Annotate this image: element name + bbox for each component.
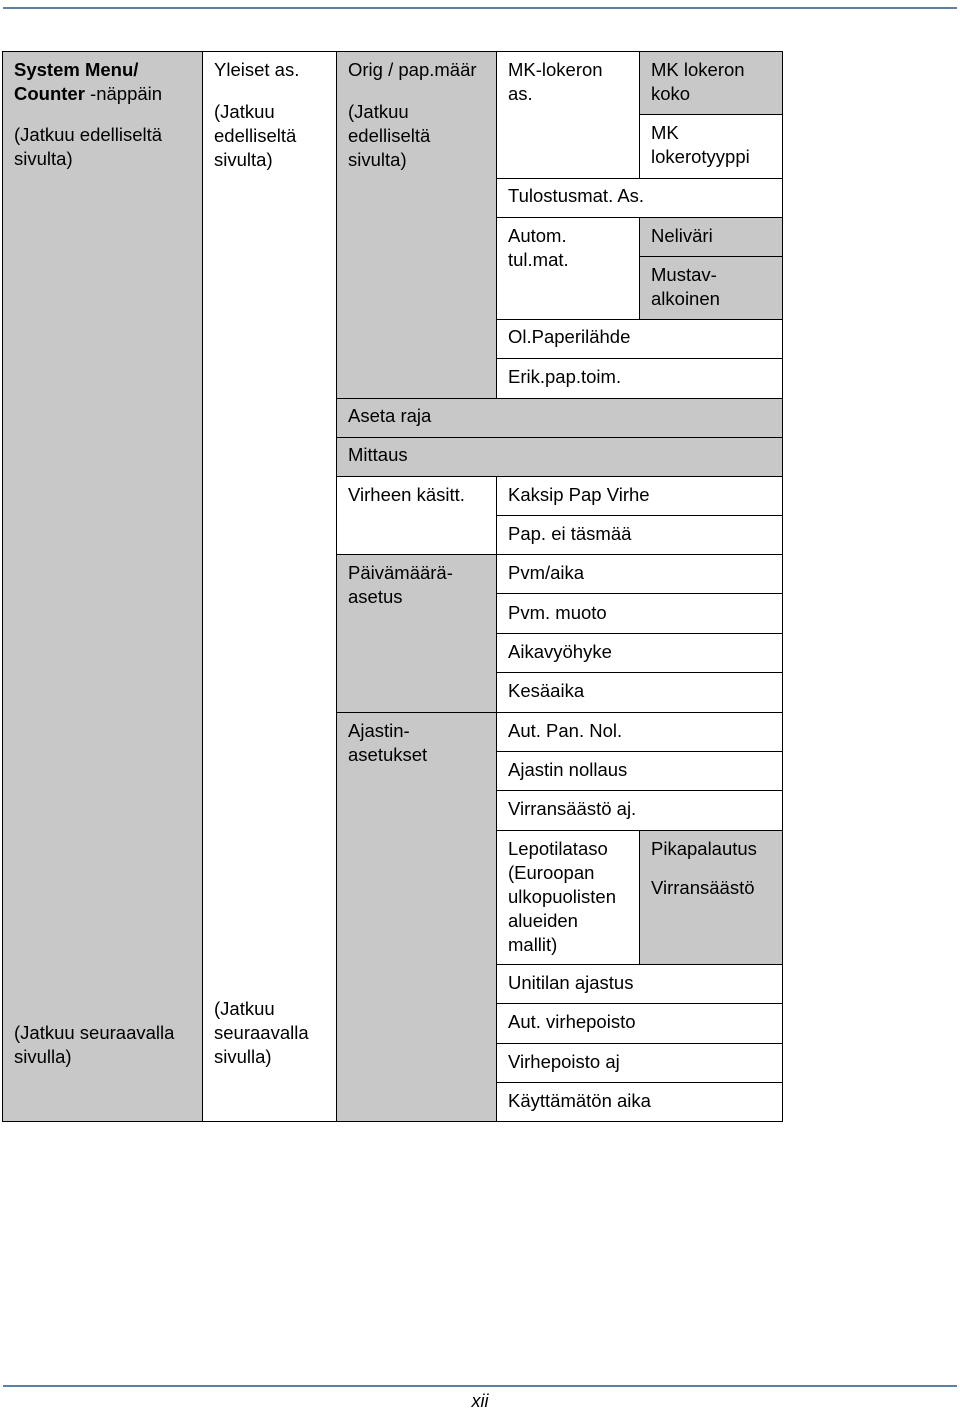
page-number: xii	[471, 1391, 489, 1411]
pvm-muoto-label: Pvm. muoto	[508, 602, 607, 623]
aseta-raja-label: Aseta raja	[348, 405, 432, 426]
virheen-kasitt-label: Virheen käsitt.	[348, 484, 465, 505]
pikapalautus-label: Pikapalautus	[651, 838, 757, 859]
aut-pan-label: Aut. Pan. Nol.	[508, 720, 623, 741]
mittaus-label: Mittaus	[348, 444, 408, 465]
system-menu-title-bold: System Menu/ Counter	[14, 59, 139, 104]
col1-continued-previous: (Jatkuu edelliseltä sivulta)	[14, 124, 163, 169]
mk-koko-label: MK lokeron koko	[651, 59, 745, 104]
virransaasto-aj-label: Virransäästö aj.	[508, 798, 637, 819]
ajastin-nollaus-label: Ajastin nollaus	[508, 759, 628, 780]
paivamaara-label: Päivämäärä- asetus	[348, 562, 453, 607]
kaksip-label: Kaksip Pap Virhe	[508, 484, 650, 505]
pap-ei-label: Pap. ei täsmää	[508, 523, 632, 544]
erik-label: Erik.pap.toim.	[508, 366, 622, 387]
autom-label: Autom. tul.mat.	[508, 225, 569, 270]
yleiset-title: Yleiset as.	[214, 59, 300, 80]
pvm-aika-label: Pvm/aika	[508, 562, 585, 583]
aikavyohyke-label: Aikavyöhyke	[508, 641, 612, 662]
aut-virhe-label: Aut. virhepoisto	[508, 1011, 636, 1032]
mk-lokeron-label: MK-lokeron as.	[508, 59, 603, 104]
virhepoisto-aj-label: Virhepoisto aj	[508, 1051, 620, 1072]
kayttamaton-label: Käyttämätön aika	[508, 1090, 651, 1111]
top-rule	[3, 7, 957, 9]
yleiset-column	[202, 51, 337, 1122]
unitilan-label: Unitilan ajastus	[508, 972, 634, 993]
system-menu-column	[2, 51, 203, 1122]
col2-continued-next: (Jatkuu seuraavalla sivulla)	[214, 998, 309, 1067]
orig-pap-label: Orig / pap.määr	[348, 59, 477, 80]
mustav-label: Mustav- alkoinen	[651, 264, 720, 309]
bottom-rule	[3, 1385, 957, 1387]
nelivari-label: Neliväri	[651, 225, 713, 246]
system-menu-title-suffix: -näppäin	[84, 83, 163, 104]
lepotila-label: Lepotilataso (Euroopan ulkopuolisten alueiden mallit)	[508, 838, 616, 955]
virransaasto-label: Virransäästö	[651, 877, 755, 898]
col1-continued-next: (Jatkuu seuraavalla sivulla)	[14, 1022, 175, 1067]
col3-continued-previous: (Jatkuu edelliseltä sivulta)	[348, 101, 431, 170]
kesaaika-label: Kesäaika	[508, 680, 585, 701]
mk-tyyppi-label: MK lokerotyyppi	[651, 122, 750, 167]
tulostusmat-label: Tulostusmat. As.	[508, 185, 645, 206]
system-menu-title	[14, 58, 162, 106]
ajastin-label: Ajastin- asetukset	[348, 720, 428, 765]
ol-paperi-label: Ol.Paperilähde	[508, 326, 631, 347]
ajastin-block	[336, 712, 497, 1122]
col2-continued-previous: (Jatkuu edelliseltä sivulta)	[214, 101, 297, 170]
